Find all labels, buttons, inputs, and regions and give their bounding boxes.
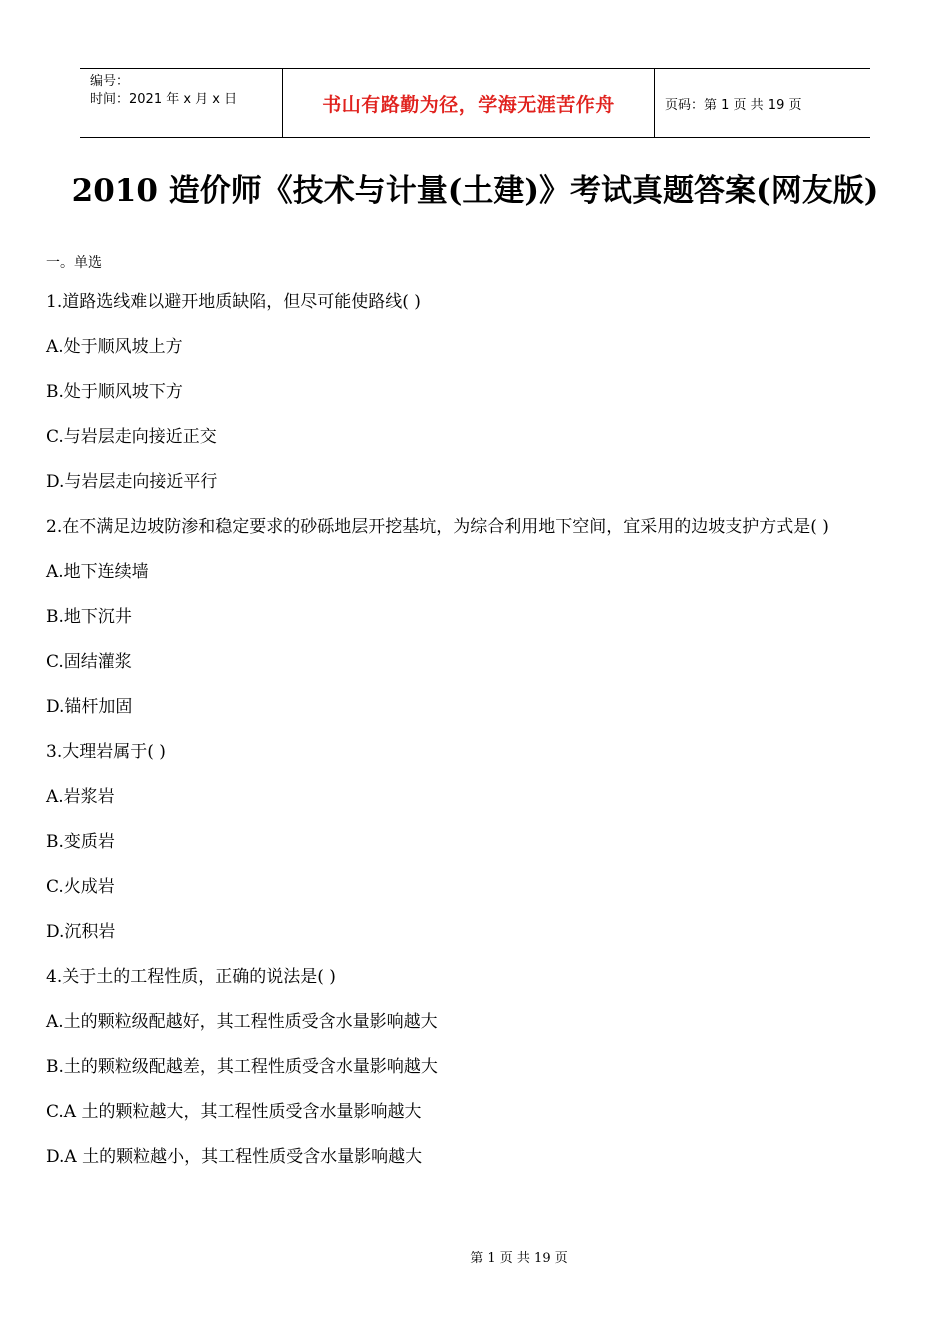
page-header — [80, 68, 870, 138]
document-date: 时间：2021 年 x 月 x 日 — [90, 92, 238, 107]
question-2: 2.在不满足边坡防渗和稳定要求的砂砾地层开挖基坑，为综合利用地下空间，宜采用的边坡支护方式是( ) — [46, 517, 829, 537]
question-3: 3.大理岩属于( ) — [46, 742, 166, 762]
question-list — [46, 290, 906, 1190]
section-heading: 一。单选 — [46, 255, 102, 271]
header-motto: 书山有路勤为径，学海无涯苦作舟 — [282, 69, 655, 137]
document-number-label: 编号： — [90, 74, 130, 89]
q1-option-c: C.与岩层走向接近正交 — [46, 427, 217, 447]
q3-option-c: C.火成岩 — [46, 877, 115, 897]
q2-option-c: C.固结灌浆 — [46, 652, 132, 672]
q3-option-b: B.变质岩 — [46, 832, 115, 852]
page-footer: 第 1 页 共 19 页 — [470, 1251, 568, 1266]
q4-option-c: C.A 土的颗粒越大，其工程性质受含水量影响越大 — [46, 1102, 422, 1122]
q2-option-a: A.地下连续墙 — [46, 562, 149, 582]
q1-option-b: B.处于顺风坡下方 — [46, 382, 183, 402]
document-title: 2010 造价师《技术与计量(土建)》考试真题答案(网友版) — [71, 173, 879, 209]
q2-option-b: B.地下沉井 — [46, 607, 132, 627]
header-meta — [80, 69, 282, 137]
q3-option-d: D.沉积岩 — [46, 922, 116, 942]
q4-option-a: A.土的颗粒级配越好，其工程性质受含水量影响越大 — [46, 1012, 438, 1032]
q1-option-a: A.处于顺风坡上方 — [46, 337, 183, 357]
question-4: 4.关于土的工程性质，正确的说法是( ) — [46, 967, 336, 987]
q3-option-a: A.岩浆岩 — [46, 787, 115, 807]
header-page-info: 页码：第 1 页 共 19 页 — [665, 97, 802, 113]
question-1: 1.道路选线难以避开地质缺陷，但尽可能使路线( ) — [46, 292, 421, 312]
q1-option-d: D.与岩层走向接近平行 — [46, 472, 218, 492]
q4-option-b: B.土的颗粒级配越差，其工程性质受含水量影响越大 — [46, 1057, 438, 1077]
q4-option-d: D.A 土的颗粒越小，其工程性质受含水量影响越大 — [46, 1147, 423, 1167]
q2-option-d: D.锚杆加固 — [46, 697, 133, 717]
